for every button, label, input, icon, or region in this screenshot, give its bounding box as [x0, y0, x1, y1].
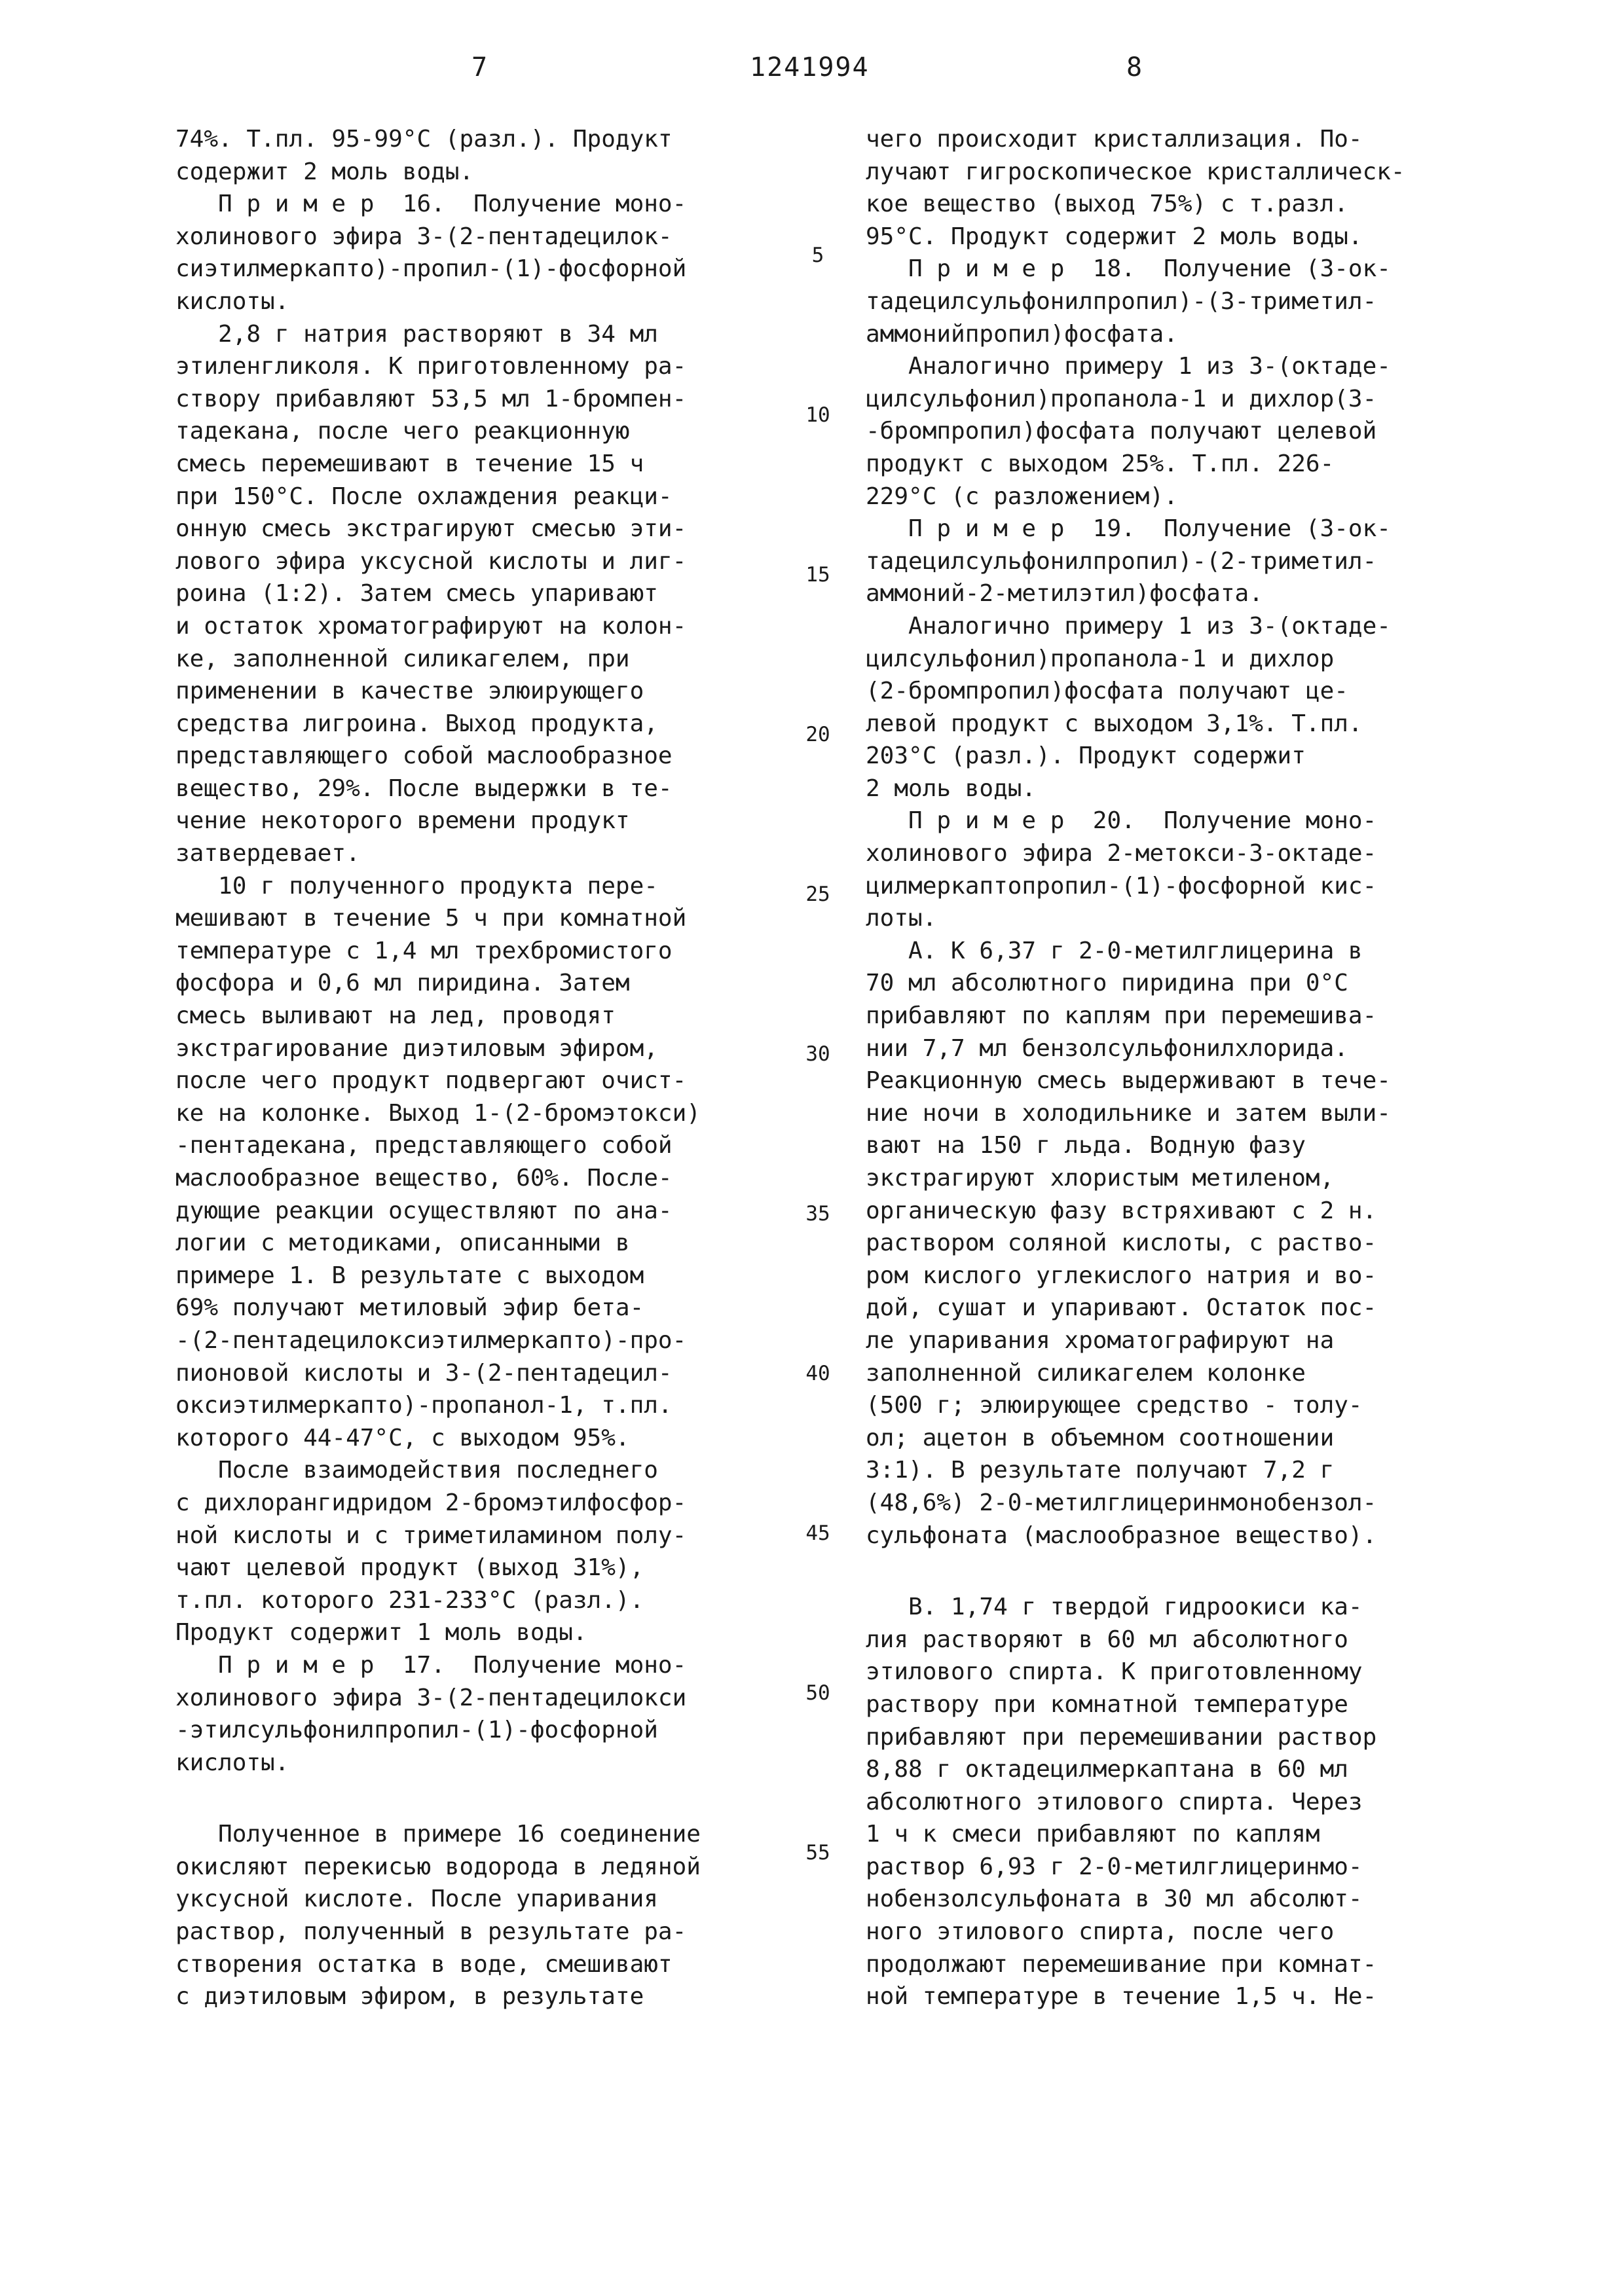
- right-column-line: ной температуре в течение 1,5 ч. Не-: [866, 1983, 1377, 2011]
- page-number-left: 7: [471, 52, 489, 82]
- right-column-line: лия растворяют в 60 мл абсолютного: [866, 1626, 1348, 1653]
- left-column-line: -этилсульфонилпропил-(1)-фосфорной: [175, 1717, 658, 1744]
- right-column-line: 70 мл абсолютного пиридина при 0°С: [866, 970, 1348, 997]
- right-column-line: ного этилового спирта, после чего: [866, 1918, 1335, 1946]
- left-column: [175, 123, 804, 2013]
- right-column-line: ол; ацетон в объемном соотношении: [866, 1424, 1335, 1451]
- left-column-line: применении в качестве элюирующего: [175, 678, 644, 705]
- left-column-line: дующие реакции осуществляют по ана-: [175, 1197, 673, 1224]
- line-number: 40: [805, 1362, 830, 1385]
- right-column-line: Аналогично примеру 1 из 3-(октаде-: [866, 353, 1391, 380]
- left-column-line: чение некоторого времени продукт: [175, 807, 630, 835]
- right-column-line: продолжают перемешивание при комнат-: [866, 1950, 1377, 1978]
- left-column-line: 69% получают метиловый эфир бета-: [175, 1294, 644, 1322]
- left-column-line: ной кислоты и с триметиламином полу-: [175, 1522, 687, 1549]
- left-column-line: сиэтилмеркапто)-пропил-(1)-фосфорной: [175, 255, 687, 283]
- left-column-line: раствор, полученный в результате ра-: [175, 1918, 687, 1946]
- right-column-line: 8,88 г октадецилмеркаптана в 60 мл: [866, 1756, 1348, 1783]
- right-column-line: кое вещество (выход 75%) с т.разл.: [866, 191, 1348, 218]
- line-number: 35: [805, 1202, 830, 1226]
- right-column-line: левой продукт с выходом 3,1%. Т.пл.: [866, 710, 1363, 737]
- right-column-line: 203°С (разл.). Продукт содержит: [866, 742, 1306, 770]
- right-column-line: П р и м е р 19. Получение (3-ок-: [866, 515, 1391, 543]
- right-column-line: прибавляют по каплям при перемешива-: [866, 1002, 1377, 1030]
- right-column-line: ние ночи в холодильнике и затем выли-: [866, 1099, 1391, 1127]
- left-column-line: ке, заполненной силикагелем, при: [175, 645, 630, 672]
- left-column-line: тадекана, после чего реакционную: [175, 418, 630, 445]
- left-column-line: примере 1. В результате с выходом: [175, 1262, 644, 1289]
- right-column-line: П р и м е р 18. Получение (3-ок-: [866, 255, 1391, 283]
- right-column-line: Реакционную смесь выдерживают в тече-: [866, 1067, 1391, 1095]
- right-column-line: ром кислого углекислого натрия и во-: [866, 1262, 1377, 1289]
- left-column-line: пионовой кислоты и 3-(2-пентадецил-: [175, 1359, 673, 1387]
- line-number: 55: [805, 1841, 830, 1865]
- left-column-line: [175, 1779, 804, 1818]
- left-column-line: кислоты.: [175, 1749, 289, 1776]
- right-column-line: заполненной силикагелем колонке: [866, 1359, 1306, 1387]
- left-column-line: средства лигроина. Выход продукта,: [175, 710, 658, 737]
- patent-number: 1241994: [750, 52, 870, 82]
- line-number: 30: [805, 1042, 830, 1066]
- right-column-line: П р и м е р 20. Получение моно-: [866, 807, 1377, 835]
- right-column-line: экстрагируют хлористым метиленом,: [866, 1165, 1335, 1192]
- right-column-line: [866, 1552, 1494, 1591]
- right-column-line: сульфоната (маслообразное вещество).: [866, 1522, 1377, 1549]
- right-column-line: 229°С (с разложением).: [866, 483, 1178, 510]
- left-column-line: роина (1:2). Затем смесь упаривают: [175, 580, 658, 608]
- left-column-line: уксусной кислоте. После упаривания: [175, 1886, 658, 1913]
- right-column-line: тадецилсульфонилпропил)-(2-триметил-: [866, 547, 1377, 575]
- left-column-line: вещество, 29%. После выдержки в те-: [175, 774, 673, 802]
- left-column-line: 74%. Т.пл. 95-99°С (разл.). Продукт: [175, 126, 673, 153]
- left-column-line: створу прибавляют 53,5 мл 1-бромпен-: [175, 385, 687, 412]
- right-column-line: вают на 150 г льда. Водную фазу: [866, 1132, 1306, 1159]
- right-column-line: органическую фазу встряхивают с 2 н.: [866, 1197, 1377, 1224]
- left-column-line: П р и м е р 16. Получение моно-: [175, 191, 687, 218]
- line-number: 50: [805, 1681, 830, 1705]
- line-number: 20: [805, 723, 830, 746]
- line-number: 5: [811, 244, 824, 267]
- right-column-line: нобензолсульфоната в 30 мл абсолют-: [866, 1886, 1363, 1913]
- right-column-line: продукт с выходом 25%. Т.пл. 226-: [866, 450, 1335, 477]
- left-column-line: холинового эфира 3-(2-пентадецилокси: [175, 1684, 687, 1711]
- left-column-line: 10 г полученного продукта пере-: [175, 872, 658, 900]
- left-column-line: представляющего собой маслообразное: [175, 742, 673, 770]
- left-column-line: Полученное в примере 16 соединение: [175, 1821, 701, 1848]
- right-column-line: В. 1,74 г твердой гидроокиси ка-: [866, 1594, 1363, 1621]
- left-column-line: затвердевает.: [175, 840, 360, 867]
- right-column-line: раствором соляной кислоты, с раство-: [866, 1230, 1377, 1257]
- right-column-line: нии 7,7 мл бензолсульфонилхлорида.: [866, 1034, 1348, 1062]
- left-column-line: лового эфира уксусной кислоты и лиг-: [175, 547, 687, 575]
- right-column-line: лоты.: [866, 905, 937, 932]
- right-column-line: дой, сушат и упаривают. Остаток пос-: [866, 1294, 1377, 1322]
- left-column-line: маслообразное вещество, 60%. После-: [175, 1165, 673, 1192]
- left-column-line: содержит 2 моль воды.: [175, 158, 474, 185]
- left-column-line: после чего продукт подвергают очист-: [175, 1067, 687, 1095]
- right-column-line: -бромпропил)фосфата получают целевой: [866, 418, 1377, 445]
- right-column-line: 2 моль воды.: [866, 774, 1037, 802]
- left-column-line: с дихлорангидридом 2-бромэтилфосфор-: [175, 1489, 687, 1516]
- left-column-line: экстрагирование диэтиловым эфиром,: [175, 1034, 658, 1062]
- right-column-line: ле упаривания хроматографируют на: [866, 1326, 1335, 1354]
- right-column-line: чего происходит кристаллизация. По-: [866, 126, 1363, 153]
- left-column-line: логии с методиками, описанными в: [175, 1230, 630, 1257]
- left-column-line: ке на колонке. Выход 1-(2-бромэтокси): [175, 1099, 701, 1127]
- right-column-line: абсолютного этилового спирта. Через: [866, 1788, 1363, 1815]
- left-column-line: -пентадекана, представляющего собой: [175, 1132, 673, 1159]
- right-column-line: Аналогично примеру 1 из 3-(октаде-: [866, 612, 1391, 640]
- left-column-line: После взаимодействия последнего: [175, 1457, 658, 1484]
- left-column-line: чают целевой продукт (выход 31%),: [175, 1554, 644, 1582]
- right-column-line: цилсульфонил)пропанола-1 и дихлор: [866, 645, 1335, 672]
- right-column-line: аммоний-2-метилэтил)фосфата.: [866, 580, 1263, 608]
- left-column-line: этиленгликоля. К приготовленному ра-: [175, 353, 687, 380]
- right-column-line: 95°С. Продукт содержит 2 моль воды.: [866, 223, 1363, 250]
- right-column-line: 1 ч к смеси прибавляют по каплям: [866, 1821, 1320, 1848]
- left-column-line: т.пл. которого 231-233°С (разл.).: [175, 1586, 644, 1614]
- left-column-line: фосфора и 0,6 мл пиридина. Затем: [175, 970, 630, 997]
- right-column-line: цилмеркаптопропил-(1)-фосфорной кис-: [866, 872, 1377, 900]
- right-column: [866, 123, 1494, 2013]
- page-number-right: 8: [1126, 52, 1144, 82]
- left-column-line: и остаток хроматографируют на колон-: [175, 612, 687, 640]
- right-column-line: цилсульфонил)пропанола-1 и дихлор(3-: [866, 385, 1377, 412]
- left-column-line: 2,8 г натрия растворяют в 34 мл: [175, 320, 658, 348]
- left-column-line: которого 44-47°С, с выходом 95%.: [175, 1424, 630, 1451]
- line-number: 15: [805, 563, 830, 587]
- left-column-line: температуре с 1,4 мл трехбромистого: [175, 937, 673, 964]
- right-column-line: А. К 6,37 г 2-0-метилглицерина в: [866, 937, 1363, 964]
- right-column-line: аммонийпропил)фосфата.: [866, 320, 1178, 348]
- line-number: 10: [805, 403, 830, 427]
- right-column-line: лучают гигроскопическое кристаллическ-: [866, 158, 1405, 185]
- left-column-line: с диэтиловым эфиром, в результате: [175, 1983, 644, 2011]
- left-column-line: Продукт содержит 1 моль воды.: [175, 1619, 587, 1647]
- left-column-line: -(2-пентадецилоксиэтилмеркапто)-про-: [175, 1326, 687, 1354]
- left-column-line: П р и м е р 17. Получение моно-: [175, 1651, 687, 1679]
- line-number: 25: [805, 883, 830, 906]
- right-column-line: этилового спирта. К приготовленному: [866, 1658, 1363, 1686]
- left-column-line: кислоты.: [175, 287, 289, 315]
- right-column-line: (48,6%) 2-0-метилглицеринмонобензол-: [866, 1489, 1377, 1516]
- line-number: 45: [805, 1522, 830, 1545]
- left-column-line: створения остатка в воде, смешивают: [175, 1950, 673, 1978]
- right-column-line: прибавляют при перемешивании раствор: [866, 1723, 1377, 1751]
- right-column-line: холинового эфира 2-метокси-3-октаде-: [866, 840, 1377, 867]
- right-column-line: (2-бромпропил)фосфата получают це-: [866, 678, 1348, 705]
- left-column-line: окисляют перекисью водорода в ледяной: [175, 1853, 701, 1880]
- right-column-line: (500 г; элюирующее средство - толу-: [866, 1392, 1363, 1419]
- left-column-line: мешивают в течение 5 ч при комнатной: [175, 905, 687, 932]
- left-column-line: смесь перемешивают в течение 15 ч: [175, 450, 644, 477]
- left-column-line: смесь выливают на лед, проводят: [175, 1002, 616, 1030]
- left-column-line: холинового эфира 3-(2-пентадецилок-: [175, 223, 673, 250]
- left-column-line: оксиэтилмеркапто)-пропанол-1, т.пл.: [175, 1392, 673, 1419]
- right-column-line: 3:1). В результате получают 7,2 г: [866, 1457, 1335, 1484]
- right-column-line: раствору при комнатной температуре: [866, 1690, 1348, 1718]
- left-column-line: при 150°С. После охлаждения реакци-: [175, 483, 673, 510]
- right-column-line: раствор 6,93 г 2-0-метилглицеринмо-: [866, 1853, 1363, 1880]
- left-column-line: онную смесь экстрагируют смесью эти-: [175, 515, 687, 543]
- right-column-line: тадецилсульфонилпропил)-(3-триметил-: [866, 287, 1377, 315]
